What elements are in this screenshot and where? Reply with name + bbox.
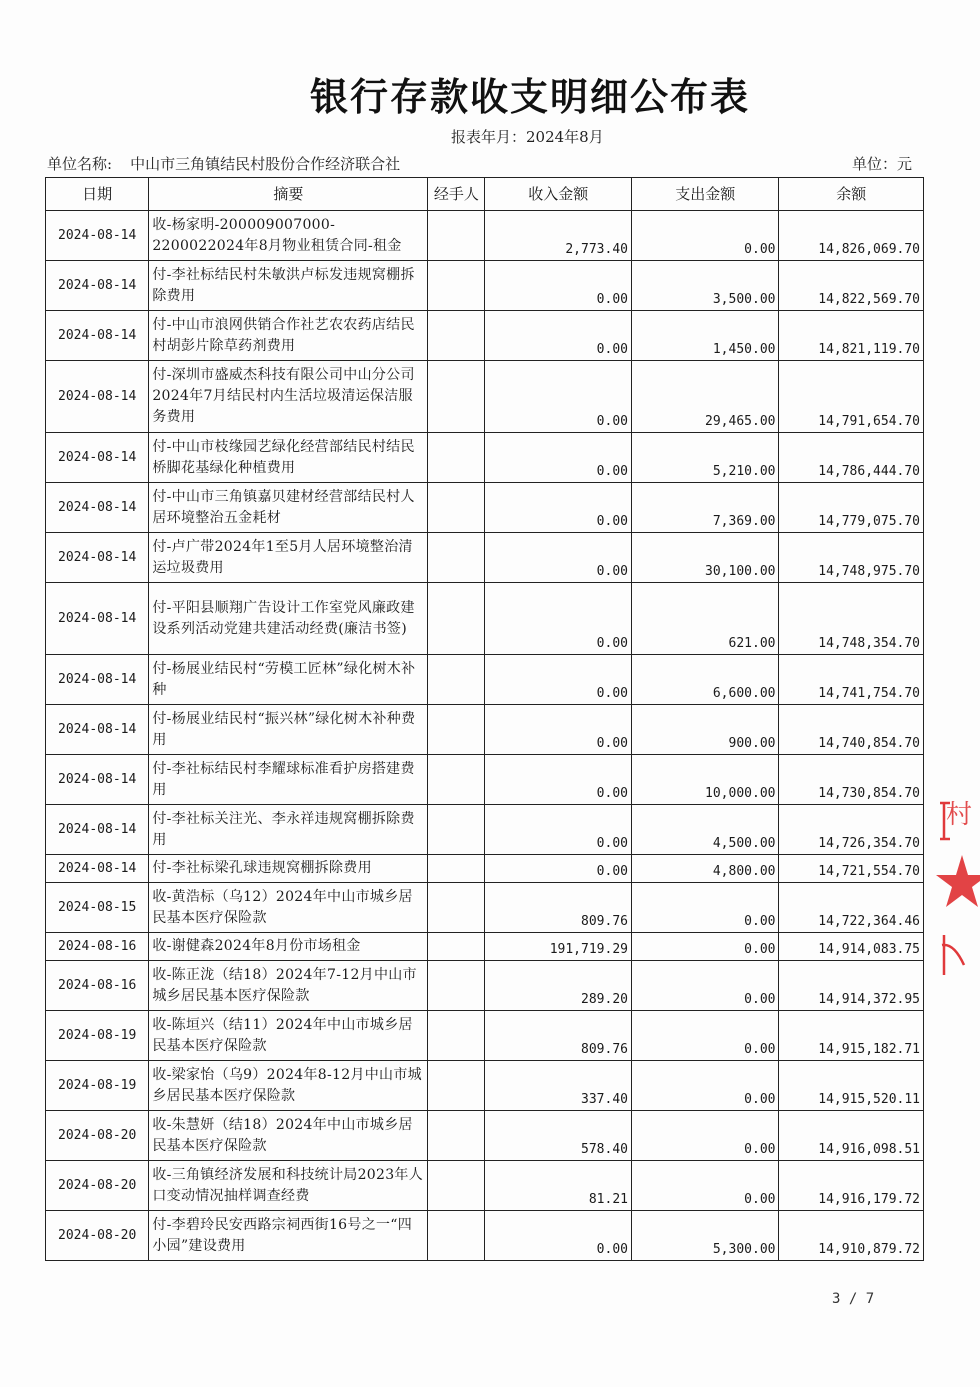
summary-cell: 付-平阳县顺翔广告设计工作室党风廉政建设系列活动党建共建活动经费(廉洁书签) (149, 583, 428, 655)
expense-cell: 0.00 (631, 1061, 779, 1111)
handler-cell (428, 883, 485, 933)
table-row (46, 483, 924, 533)
date-cell: 2024-08-16 (46, 961, 149, 1011)
summary-cell: 收-杨家明-200009007000-2200022024年8月物业租赁合同-租金 (149, 211, 428, 261)
summary-cell: 付-李社标关注光、李永祥违规窝棚拆除费用 (149, 805, 428, 855)
income-cell: 289.20 (485, 961, 632, 1011)
expense-cell: 900.00 (631, 705, 779, 755)
report-period: 报表年月：2024年8月 (451, 128, 604, 146)
date-cell: 2024-08-20 (46, 1211, 149, 1261)
income-cell: 0.00 (485, 705, 632, 755)
balance-cell: 14,914,372.95 (779, 961, 924, 1011)
expense-cell: 30,100.00 (631, 533, 779, 583)
balance-cell: 14,721,554.70 (779, 855, 924, 883)
table-row (46, 583, 924, 655)
table-row (46, 805, 924, 855)
header-handler: 经手人 (428, 178, 485, 211)
date-cell: 2024-08-14 (46, 805, 149, 855)
table-row (46, 933, 924, 961)
balance-cell: 14,914,083.75 (779, 933, 924, 961)
income-cell: 0.00 (485, 583, 632, 655)
expense-cell: 0.00 (631, 933, 779, 961)
expense-cell: 29,465.00 (631, 361, 779, 433)
summary-cell: 付-杨展业结民村“劳模工匠林”绿化树木补种 (149, 655, 428, 705)
table-row (46, 1161, 924, 1211)
table-row (46, 655, 924, 705)
expense-cell: 0.00 (631, 883, 779, 933)
seal-ring (942, 935, 964, 975)
summary-cell: 付-中山市枝缘园艺绿化经营部结民村结民桥脚花基绿化种植费用 (149, 433, 428, 483)
table-row (46, 1211, 924, 1261)
ledger-table (45, 177, 924, 1261)
expense-cell: 5,210.00 (631, 433, 779, 483)
expense-cell: 1,450.00 (631, 311, 779, 361)
balance-cell: 14,826,069.70 (779, 211, 924, 261)
income-cell: 0.00 (485, 805, 632, 855)
income-cell: 0.00 (485, 261, 632, 311)
expense-cell: 4,500.00 (631, 805, 779, 855)
handler-cell (428, 1061, 485, 1111)
handler-cell (428, 961, 485, 1011)
date-cell: 2024-08-14 (46, 705, 149, 755)
table-row (46, 755, 924, 805)
table-row (46, 705, 924, 755)
summary-cell: 付-李碧玲民安西路宗祠西街16号之一“四小园”建设费用 (149, 1211, 428, 1261)
date-cell: 2024-08-14 (46, 483, 149, 533)
expense-cell: 5,300.00 (631, 1211, 779, 1261)
summary-cell: 付-杨展业结民村“振兴林”绿化树木补种费用 (149, 705, 428, 755)
expense-cell: 4,800.00 (631, 855, 779, 883)
date-cell: 2024-08-15 (46, 883, 149, 933)
table-row (46, 261, 924, 311)
summary-cell: 付-中山市浪网供销合作社艺农农药店结民村胡彭片除草药剂费用 (149, 311, 428, 361)
table-row (46, 883, 924, 933)
table-row (46, 1061, 924, 1111)
date-cell: 2024-08-14 (46, 755, 149, 805)
income-cell: 809.76 (485, 1011, 632, 1061)
document-title: 银行存款收支明细公布表 (309, 75, 750, 119)
table-row (46, 311, 924, 361)
handler-cell (428, 433, 485, 483)
summary-cell: 付-李社标结民村李耀球标准看护房搭建费用 (149, 755, 428, 805)
income-cell: 337.40 (485, 1061, 632, 1111)
handler-cell (428, 805, 485, 855)
header-summary: 摘要 (149, 178, 428, 211)
date-cell: 2024-08-14 (46, 211, 149, 261)
table-row (46, 211, 924, 261)
balance-cell: 14,791,654.70 (779, 361, 924, 433)
handler-cell (428, 1111, 485, 1161)
income-cell: 578.40 (485, 1111, 632, 1161)
date-cell: 2024-08-14 (46, 655, 149, 705)
summary-cell: 收-三角镇经济发展和科技统计局2023年人口变动情况抽样调查经费 (149, 1161, 428, 1211)
balance-cell: 14,722,364.46 (779, 883, 924, 933)
handler-cell (428, 1011, 485, 1061)
summary-cell: 付-李社标梁孔球违规窝棚拆除费用 (149, 855, 428, 883)
seal-char: 村 (946, 800, 973, 830)
header-row (46, 178, 924, 211)
red-seal-stamp (936, 795, 980, 985)
date-cell: 2024-08-19 (46, 1011, 149, 1061)
handler-cell (428, 261, 485, 311)
date-cell: 2024-08-14 (46, 433, 149, 483)
expense-cell: 0.00 (631, 961, 779, 1011)
date-cell: 2024-08-14 (46, 361, 149, 433)
balance-cell: 14,910,879.72 (779, 1211, 924, 1261)
date-cell: 2024-08-20 (46, 1111, 149, 1161)
handler-cell (428, 933, 485, 961)
header-income: 收入金额 (485, 178, 632, 211)
income-cell: 81.21 (485, 1161, 632, 1211)
summary-cell: 付-深圳市盛威杰科技有限公司中山分公司2024年7月结民村内生活垃圾清运保洁服务费用 (149, 361, 428, 433)
date-cell: 2024-08-14 (46, 855, 149, 883)
summary-cell: 收-梁家怡（乌9）2024年8-12月中山市城乡居民基本医疗保险款 (149, 1061, 428, 1111)
page-number: 3 / 7 (832, 1291, 875, 1307)
handler-cell (428, 855, 485, 883)
handler-cell (428, 1211, 485, 1261)
balance-cell: 14,821,119.70 (779, 311, 924, 361)
summary-cell: 付-卢广带2024年1至5月人居环境整治清运垃圾费用 (149, 533, 428, 583)
date-cell: 2024-08-19 (46, 1061, 149, 1111)
balance-cell: 14,916,098.51 (779, 1111, 924, 1161)
summary-cell: 收-陈正泷（结18）2024年7-12月中山市城乡居民基本医疗保险款 (149, 961, 428, 1011)
balance-cell: 14,748,975.70 (779, 533, 924, 583)
balance-cell: 14,726,354.70 (779, 805, 924, 855)
balance-cell: 14,730,854.70 (779, 755, 924, 805)
balance-cell: 14,822,569.70 (779, 261, 924, 311)
header-date: 日期 (46, 178, 149, 211)
income-cell: 2,773.40 (485, 211, 632, 261)
summary-cell: 收-谢健森2024年8月份市场租金 (149, 933, 428, 961)
header-balance: 余额 (779, 178, 924, 211)
handler-cell (428, 533, 485, 583)
expense-cell: 0.00 (631, 1161, 779, 1211)
income-cell: 0.00 (485, 855, 632, 883)
table-row (46, 961, 924, 1011)
income-cell: 0.00 (485, 1211, 632, 1261)
seal-star (936, 855, 980, 907)
expense-cell: 7,369.00 (631, 483, 779, 533)
balance-cell: 14,779,075.70 (779, 483, 924, 533)
income-cell: 191,719.29 (485, 933, 632, 961)
table-row (46, 1111, 924, 1161)
income-cell: 0.00 (485, 433, 632, 483)
balance-cell: 14,740,854.70 (779, 705, 924, 755)
summary-cell: 收-黄浩标（乌12）2024年中山市城乡居民基本医疗保险款 (149, 883, 428, 933)
unit-name-label: 单位名称: (47, 155, 113, 173)
summary-cell: 付-中山市三角镇嘉贝建材经营部结民村人居环境整治五金耗材 (149, 483, 428, 533)
date-cell: 2024-08-14 (46, 261, 149, 311)
summary-cell: 付-李社标结民村朱敏洪卢标发违规窝棚拆除费用 (149, 261, 428, 311)
expense-cell: 0.00 (631, 1011, 779, 1061)
date-cell: 2024-08-14 (46, 583, 149, 655)
table-row (46, 855, 924, 883)
expense-cell: 0.00 (631, 211, 779, 261)
expense-cell: 621.00 (631, 583, 779, 655)
date-cell: 2024-08-14 (46, 533, 149, 583)
handler-cell (428, 655, 485, 705)
table-row (46, 533, 924, 583)
income-cell: 0.00 (485, 311, 632, 361)
unit-name-value: 中山市三角镇结民村股份合作经济联合社 (130, 155, 401, 173)
date-cell: 2024-08-14 (46, 311, 149, 361)
balance-cell: 14,916,179.72 (779, 1161, 924, 1211)
handler-cell (428, 211, 485, 261)
handler-cell (428, 1161, 485, 1211)
income-cell: 0.00 (485, 361, 632, 433)
expense-cell: 10,000.00 (631, 755, 779, 805)
expense-cell: 6,600.00 (631, 655, 779, 705)
income-cell: 0.00 (485, 755, 632, 805)
unit-name-line (47, 153, 400, 174)
balance-cell: 14,748,354.70 (779, 583, 924, 655)
balance-cell: 14,786,444.70 (779, 433, 924, 483)
date-cell: 2024-08-20 (46, 1161, 149, 1211)
handler-cell (428, 755, 485, 805)
summary-cell: 收-陈垣兴（结11）2024年中山市城乡居民基本医疗保险款 (149, 1011, 428, 1061)
expense-cell: 0.00 (631, 1111, 779, 1161)
table-row (46, 433, 924, 483)
table-row (46, 1011, 924, 1061)
balance-cell: 14,915,182.71 (779, 1011, 924, 1061)
handler-cell (428, 583, 485, 655)
income-cell: 0.00 (485, 655, 632, 705)
income-cell: 0.00 (485, 533, 632, 583)
expense-cell: 3,500.00 (631, 261, 779, 311)
summary-cell: 收-朱慧妍（结18）2024年中山市城乡居民基本医疗保险款 (149, 1111, 428, 1161)
table-row (46, 361, 924, 433)
currency-unit: 单位：元 (852, 155, 913, 173)
balance-cell: 14,741,754.70 (779, 655, 924, 705)
handler-cell (428, 361, 485, 433)
income-cell: 809.76 (485, 883, 632, 933)
income-cell: 0.00 (485, 483, 632, 533)
balance-cell: 14,915,520.11 (779, 1061, 924, 1111)
handler-cell (428, 311, 485, 361)
header-expense: 支出金额 (631, 178, 779, 211)
handler-cell (428, 483, 485, 533)
handler-cell (428, 705, 485, 755)
date-cell: 2024-08-16 (46, 933, 149, 961)
